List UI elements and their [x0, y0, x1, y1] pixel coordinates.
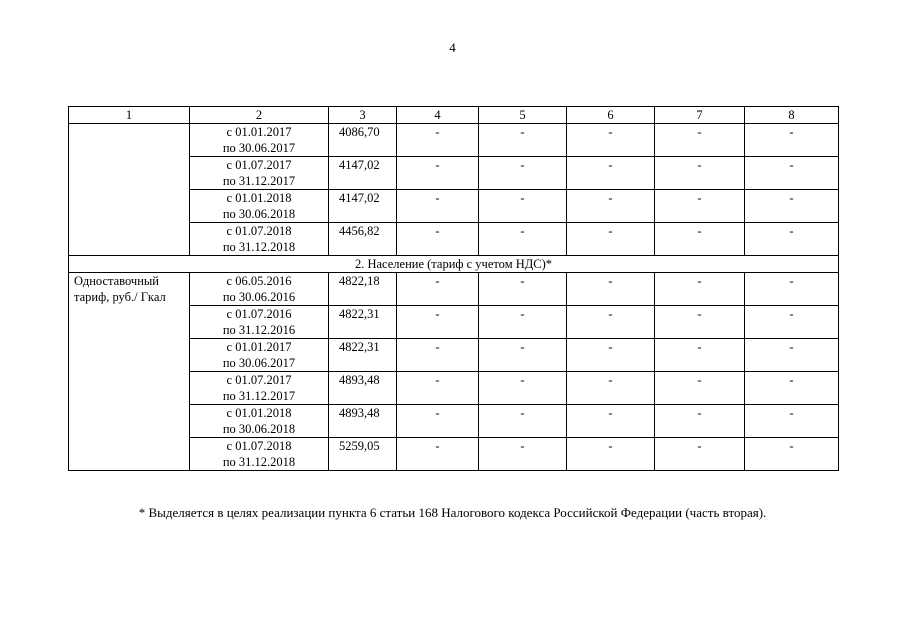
dash-cell: - [567, 438, 655, 471]
footnote: * Выделяется в целях реализации пункта 6 статьи 168 Налогового кодекса Российской Федерации (часть вторая). [138, 505, 767, 520]
column-header: 8 [745, 107, 839, 124]
period-cell: с 01.01.2017 по 30.06.2017 [190, 339, 329, 372]
dash-cell: - [397, 405, 479, 438]
tariff-value-cell: 5259,05 [329, 438, 397, 471]
tariff-value-cell: 4822,31 [329, 306, 397, 339]
dash-cell: - [479, 223, 567, 256]
period-cell: с 06.05.2016 по 30.06.2016 [190, 273, 329, 306]
column-header: 7 [655, 107, 745, 124]
dash-cell: - [479, 438, 567, 471]
dash-cell: - [397, 339, 479, 372]
page-number: 4 [449, 40, 456, 55]
dash-cell: - [567, 190, 655, 223]
dash-cell: - [745, 438, 839, 471]
column-header: 1 [69, 107, 190, 124]
dash-cell: - [745, 157, 839, 190]
column-header: 4 [397, 107, 479, 124]
dash-cell: - [397, 372, 479, 405]
dash-cell: - [655, 339, 745, 372]
dash-cell: - [745, 306, 839, 339]
period-cell: с 01.07.2016 по 31.12.2016 [190, 306, 329, 339]
tariff-value-cell: 4822,18 [329, 273, 397, 306]
dash-cell: - [567, 273, 655, 306]
tariff-value-cell: 4086,70 [329, 124, 397, 157]
dash-cell: - [479, 339, 567, 372]
dash-cell: - [397, 306, 479, 339]
tariff-value-cell: 4893,48 [329, 372, 397, 405]
column-header: 3 [329, 107, 397, 124]
dash-cell: - [479, 306, 567, 339]
table-row [69, 273, 839, 306]
dash-cell: - [479, 124, 567, 157]
tariff-value-cell: 4822,31 [329, 339, 397, 372]
header-row [69, 107, 839, 124]
dash-cell: - [745, 124, 839, 157]
period-cell: с 01.01.2018 по 30.06.2018 [190, 190, 329, 223]
dash-cell: - [479, 405, 567, 438]
dash-cell: - [567, 372, 655, 405]
section-row [69, 256, 839, 273]
group-label-cell [69, 124, 190, 256]
table-row [69, 124, 839, 157]
tariff-value-cell: 4147,02 [329, 157, 397, 190]
dash-cell: - [567, 405, 655, 438]
column-header: 5 [479, 107, 567, 124]
dash-cell: - [655, 273, 745, 306]
dash-cell: - [655, 157, 745, 190]
period-cell: с 01.07.2017 по 31.12.2017 [190, 157, 329, 190]
tariff-value-cell: 4456,82 [329, 223, 397, 256]
dash-cell: - [567, 223, 655, 256]
dash-cell: - [479, 372, 567, 405]
dash-cell: - [397, 157, 479, 190]
dash-cell: - [567, 306, 655, 339]
period-cell: с 01.07.2018 по 31.12.2018 [190, 223, 329, 256]
dash-cell: - [655, 306, 745, 339]
dash-cell: - [479, 273, 567, 306]
dash-cell: - [745, 339, 839, 372]
tariff-value-cell: 4147,02 [329, 190, 397, 223]
dash-cell: - [655, 438, 745, 471]
dash-cell: - [479, 190, 567, 223]
dash-cell: - [745, 273, 839, 306]
dash-cell: - [655, 372, 745, 405]
dash-cell: - [567, 124, 655, 157]
period-cell: с 01.07.2017 по 31.12.2017 [190, 372, 329, 405]
column-header: 2 [190, 107, 329, 124]
dash-cell: - [745, 372, 839, 405]
period-cell: с 01.07.2018 по 31.12.2018 [190, 438, 329, 471]
dash-cell: - [567, 339, 655, 372]
dash-cell: - [567, 157, 655, 190]
dash-cell: - [655, 124, 745, 157]
tariff-table [68, 106, 839, 471]
dash-cell: - [655, 190, 745, 223]
dash-cell: - [397, 438, 479, 471]
dash-cell: - [745, 223, 839, 256]
dash-cell: - [397, 273, 479, 306]
dash-cell: - [745, 190, 839, 223]
dash-cell: - [397, 124, 479, 157]
column-header: 6 [567, 107, 655, 124]
dash-cell: - [397, 223, 479, 256]
dash-cell: - [655, 223, 745, 256]
section-title: 2. Население (тариф с учетом НДС)* [69, 256, 839, 273]
tariff-value-cell: 4893,48 [329, 405, 397, 438]
period-cell: с 01.01.2018 по 30.06.2018 [190, 405, 329, 438]
dash-cell: - [745, 405, 839, 438]
group-label-cell: Одноставочный тариф, руб./ Гкал [69, 273, 190, 471]
dash-cell: - [397, 190, 479, 223]
period-cell: с 01.01.2017 по 30.06.2017 [190, 124, 329, 157]
dash-cell: - [655, 405, 745, 438]
dash-cell: - [479, 157, 567, 190]
